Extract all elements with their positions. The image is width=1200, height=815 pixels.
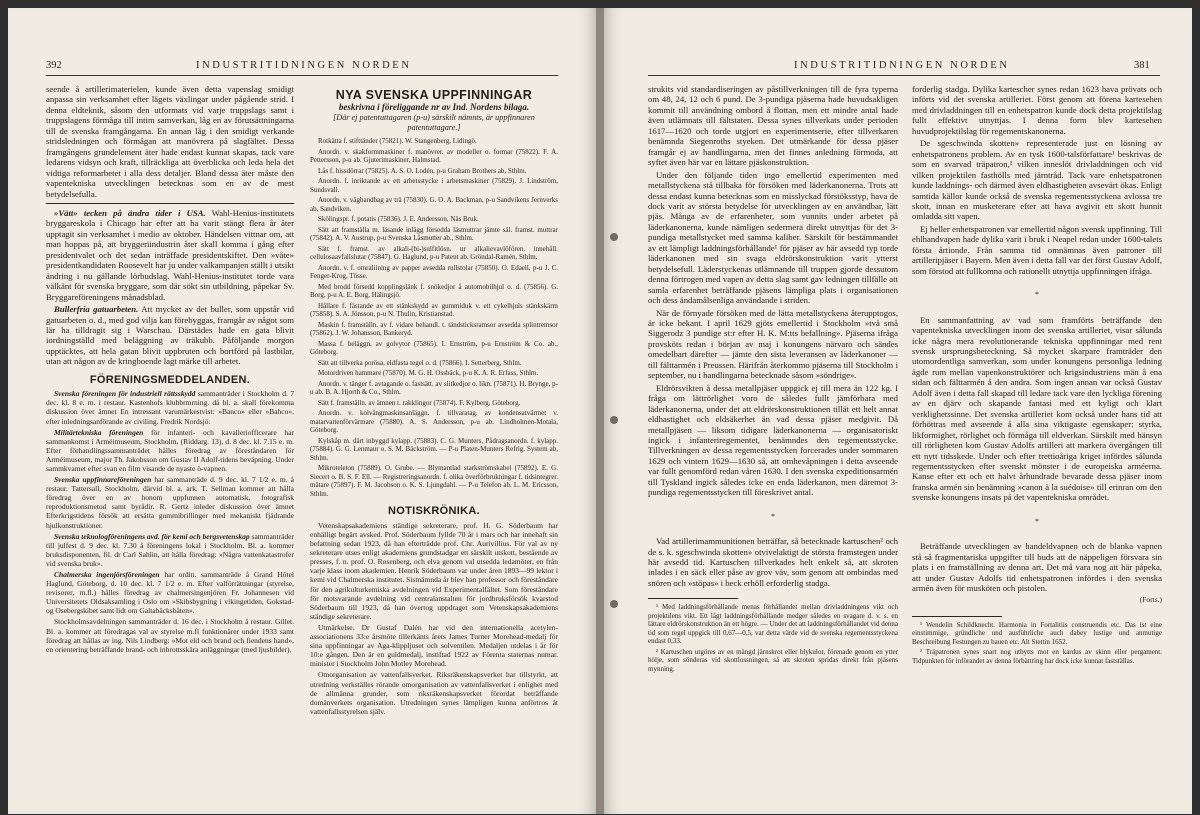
notis-2: Utmärkelse. Dr Gustaf Dalén har vid den internationella acetylen-associationens 33:e årsmöte tillerkänts årets James Turner Morehead-medalj för sina uppfinningar av Aga-klippljuset och solventilen. Medaljen utdelas i år för 10:e gången. Den är en guldmedalj, instiftad 1922 av Förenta staternas numar. minister i Stockholm John Motley Morehead. bbox=[310, 622, 558, 669]
text-block: Under den följande tiden ingo emellertid experimenten med metallstyckena stå tillbaka för försöken med läderkanonerna. Trots att dessa endast kunna betecknas som en misslyckad förstöksstyp, hava de dock varit av största betydelse för utvecklingen av en användbar, lätt pjäs. Många av de erfarenheter, som vunnits under arbetet på läderkanonerna, kunde nämligen sedermera direkt utnyttjas för det 3-pundiga metallstycket med samma kaliber. Särskilt för bestämmandet av ett lämpligt laddningsförhållande¹ för pjäser av här avsedd typ torde läderkanonen med sin svaga eldrörskonstruktion varit ytterst betydelsefull. Läderstyckenas utlämnande till truppen gjorde dessutom denna förtrogen med vapen av detta slag samt gav ledningen tillfälle att samla erfarenhet beträffande pjäsens lämpliga plats i organisationen och dess ändamålsenliga användande i striden. bbox=[648, 169, 898, 306]
foreningsmeddelanden-heading: FÖRENINGSMEDDELANDEN. bbox=[89, 373, 251, 386]
notice-text-4: sammanträder till julfest d. 9 dec. kl. 7.30 å föreningens lokal i Stockholm. Bl. a. kommer bruksdisponenten, fil. dr Carl Sahlin, att hålla föredrag: »Några vattenkatastrofer vid svenska bruk». bbox=[46, 531, 294, 568]
invention-entry: Hållare f. fästande av ett stänkskydd av gummiduk v. ett cykelhjuls stänkskärm (75858). S. A. Jönsson, p-u N. Thulin, Kristianstad. bbox=[310, 301, 558, 319]
left-page-number: 392 bbox=[46, 60, 62, 71]
right-header-rule bbox=[648, 75, 1160, 76]
notice-text-3: har sammanträde d. 9 dec. kl. 7 1/2 e. m. å restaur. Tattersall, Stockholm, därvid bl. a. ark. T. Sellman kommer att hålla föredrag över en av honom uppfunnen automatisk, fotografisk reproduktionsmetod samt byrådir. R. Gertz inleder diskussion över ämnet Efterkrigstidens försök att ersätta gummibrillinger med mekaniskt fjädrande hjulkonstruktioner. bbox=[46, 475, 294, 530]
text-block: strukits vid standardiseringen av påstillverkningen till de fyra typerna om 48, 24, 12 och 6 pund. De 3-pundiga pjäserna hade huvudsakligen kommit till användning ombord å flottan, men ett mindre antal hade även utlämnats till fältstaten. Dessa synes tillverkats under perioden 1617—1620 och torde utgjort en experimentserie, efter tillverkaren benämnda Siegenroths styeken. Det utmärkande för dessa pjäser framgår ej av handlingarna, men det finnes anledning förmoda, att syftet även här var en lättare pjäskonstruktion. bbox=[648, 84, 898, 168]
notice-text-6: Stockholmsavdelningen sammanträder d. 16 dec. i Stockholm å restaur. Gillet. Bl. a. kommer att föredragas val av styrelse m.fl funktionärer under 1933 samt föredrag att hållas av ing. Nils Lindberg: »Mot eld och brand och fiendens hand», en orientering beträffande brand- och inbrottsskära anläggningar (med ljusbilder). bbox=[46, 617, 294, 654]
notice-text-1: sammanträder i Stockholm d. 7 dec. kl. 8 e. m. i restaur. Kastenhofs klubbrmrning. då bl. a. skall förekomma diskussion över ämnet En intressant varumärkestvist: »Banco» eller »Bahco», efter inledningsanförande av civiling. Fredrik Nordsjö. bbox=[46, 389, 294, 426]
news-title-buller: Bullerfria gatuarbeten. bbox=[54, 304, 139, 315]
separator bbox=[46, 203, 294, 204]
invention-entry: Kylskåp m. därt inbyggd kylapp. (75883). C. G. Munters, Pådragsanordn. f. kylapp. (75884). G. G. Lenmaur o. S. M. Bäckström. — P-u Platen-Munters Refrig. System ab, Sthlm. bbox=[310, 436, 558, 462]
invention-entry: Anordn. f. inriktande av ett arbetsstycke i arbetsmaskiner (75829). J. Lindström, Sundsvall. bbox=[310, 177, 558, 194]
left-page bbox=[8, 8, 596, 814]
section-divider: * bbox=[771, 511, 775, 521]
notice-title-5: Chalmerska ingenjörsföreningen bbox=[54, 570, 160, 580]
text-block: En sammanfattning av vad som framförts beträffande den vapentekniska utvecklingen inom det svenska artilleriet, visar sålunda icke några mera revolutionerande tekniska uppfinningar med rent svensk ursprungsbeteckning. Så mycket skarpare framträder den utomordentliga samverkan, som under konungens personliga ledning ägde rum mellan vapenkonstruktörer och krigsindustriens män å ena sidan och fälttarmén å den andra. Som ingen annan var också Gustav Adolf även i detta fall skapad till ledare tack vare den lyckliga förening av en djärv och skapande fantasi med ett kyligt och klart verklighetssinne. Det svenska artilleriet kom också under hans tid att förhöttras med avseende å alla sina viktigaste egenskaper: styrka, likformighet, rörlighet och förmåga till eldverkan. Särskilt med hänsyn till rörligheten kom Gustav Adolfs artilleri att markera övergången till ett nytt tidsskede. Under och efter trettioåriga kriget infördes sålunda regementsstycken efter svenskt mönster i de europeiska arméerna. Kanse efter ett och ett halvt århundrade bevarade dessa pjäser inom franska armén sin benämning »canon à la suédoise» till erinran om den svenske konungens insats på det vapentekniska området. bbox=[912, 314, 1162, 503]
text-block: De sgeschwinda skotten» representerade just en lösning av enhetspatronens problem. Av en tysk 1600-talsförfattare¹ beskrivas de som en svarvad träpatron,² vilken inneslöt drivladdningen och vid vilken projektilen fasthölls med järntråd. Tack vare enhetspatronen kunde laddnings- och därmed även eldhastigheten avsevärt ökas. Enligt samtida källor kunde också de svenska regementsstyckena avlossa tre skott, innan en musketerare efter att hava avgivit ett skott hunnit omladda sitt vapen. bbox=[912, 138, 1162, 222]
invention-entry: Med brodd försedd kopplingslänk f. snökedjor å automobilhjul o. d. (75856). G. Borg, p-u A. E. Borg, Hälingsjö. bbox=[310, 282, 558, 300]
footnote-rule bbox=[648, 598, 738, 599]
notice-title-4: Svenska teknologföreningens avd. för kemi och bergsvetenskap bbox=[54, 531, 250, 541]
text-block: Ej heller enhetspatronen var emellertid någon svensk uppfinning. Till ehlhandvapen hade dylika varit i bruk i Neapel redan under 1600-talets första årtionde. Från samma tid omnämnas även patroner till artilleripjäser i Bayern. Men även i detta fall var det först Gustav Adolf, som förstod att fullkomna och rationellt utnyttja uppfinningen ifråga. bbox=[912, 223, 1162, 276]
notice-title-3: Svenska uppfinnareföreningen bbox=[54, 475, 152, 485]
notis-1: Vetenskapsakademiens ständige sekreterare, prof. H. G. Söderbaum har enhälligt begärt avsked. Prof. Söderbaum fyllde 70 år i mars och har innehaft sin befattning sedan 1923, då han efterträdde prof. Chr. Aurivillius. För val av ny sekreterare utses enligt akademiens grundstadgar ett särskilt utskott, bestående av presses, f. n. prof. O. Rosenberg, och elva genom val utsedda ledamöter, en från varje klass inom akademien. Henrik Söderbaum var under åren 1893—99 lektor i kemi vid Chalmerska institutet. Sistnämnda år blev han professor och föreståndare för den agrikulturkemiska avdelningen vid Experimentalfältet. Som föreståndare för motsvarande avdelning vid centralanstalten för jordbruksförsök kvarstod Söderbaum till 1923, då han övertog uppdraget som Vetenskapsakademiens ständige sekreterare. bbox=[310, 520, 558, 621]
inventions-heading: NYA SVENSKA UPPFINNINGAR bbox=[335, 88, 533, 102]
invention-entry: Maskin f. framställn. av f. vidare behandl. t. tändsticksramsor avsedda splintremsor (75862). J. W. Johansson, Bankeryd. bbox=[310, 320, 558, 338]
invention-entry: Lås f. hissdörrar (75825). A. S. O. Lodén, p-u Graham Brothers ab, Sthlm. bbox=[318, 166, 527, 175]
notice-title-1: Svenska föreningen för industriell rättsskydd bbox=[54, 389, 196, 399]
notiskronika-heading: NOTISKRÖNIKA. bbox=[388, 505, 480, 518]
notice-text-5: har ordin. sammanträde å Grand Hôtel Haglund, Göteborg, d. 10 dec. kl. 7 1/2 e. m. Efter valförrättningar (styrelse, revisorer, m.fl.) hålles föredrag av chalmersingenjören Fr. Johannesen vid Universitetets Oldsaksamling i Oslo om »Skibsbygning i vikingetiden, Gokstad- og Osebergskibet samt lidt om Galtabäcksbåten». bbox=[46, 570, 294, 616]
inventions-list bbox=[310, 137, 558, 498]
invention-entry: Anordn. v. skakformmaskiner f. manövrer. av modeller o. formar (75822). F. A. Pettersson, p-u ab. Gjuterimaskiner, Halmstad. bbox=[310, 147, 558, 165]
section-divider: * bbox=[1035, 290, 1039, 300]
inventions-note: [Där ej patentuttagaren (p-u) särskilt nämnts, är uppfinnaren patentuttagare.] bbox=[333, 113, 535, 133]
invention-entry: Mikroteleton (75889). O. Grube. — Blymantlad starkströmskabel (75892). E. G. Siecert o. B. S. F. Ell. — Registreringsanordn. f. olika överförbrukningar f. tidsintegrer. mätare (75897). F. M. Jacobson o. K. S. Ljungdahl. — P-u Telefon ab. L. M. Ericsson, Sthlm. bbox=[310, 464, 558, 498]
footnote: ¹ Med laddningsförhållande menas förhållandet mellan drivladdningens vikt och projektilens vikt. Ett lågt laddningsförhållande medger således en svagare d. v. s. en lättare eldrörskonstruktion än ett högre. — Under det att laddningsförhållandet vid denna tid som regel uppgick till 0,67—0,5, var detta värde vid de svenska regementsstyckena endast 0,33. bbox=[648, 603, 898, 646]
binding-hole-icon bbox=[610, 600, 618, 608]
invention-entry: Sätt f. framst. av alkali-(bi-)sulfitlösn. ur alkalievavlöfören. innehåll. cellulosaavfallslutar (75847). G. Haglund, p-u Patent ab. Gröndal-Ramén, Sthlm. bbox=[310, 244, 558, 262]
right-column-1 bbox=[648, 84, 898, 804]
footnote-rule bbox=[912, 616, 1002, 617]
right-running-head: INDUSTRITIDNINGEN NORDEN bbox=[794, 60, 1010, 71]
news-title-vatt: »Vätt» tecken på ändra tider i USA. bbox=[54, 207, 206, 218]
inventions-subheading: beskrivna i föreliggande nr av Ind. Nordens bilaga. bbox=[338, 102, 530, 113]
section-divider: * bbox=[1035, 516, 1039, 526]
left-running-head: INDUSTRITIDNINGEN NORDEN bbox=[196, 60, 412, 71]
invention-entry: Sätt f. framställn. av ämnen t. rakklingor (75874). F. Kylberg, Göteborg. bbox=[318, 398, 521, 407]
binding-hole-icon bbox=[610, 416, 618, 424]
left-column-1 bbox=[46, 84, 294, 804]
left-column-2 bbox=[310, 84, 558, 804]
invention-entry: Rotkätta f. stifttänder (75821). W. Stangenberg, Lidingö. bbox=[318, 137, 477, 146]
right-page-number: 381 bbox=[1134, 60, 1150, 71]
book-gutter bbox=[596, 8, 604, 814]
right-page bbox=[604, 8, 1192, 814]
invention-entry: Sätt att framställa m. läsande inlägg försedda läsmuttrar jämte säl. framst. muttrar (75842). A. V. Austrup, p-u Svenska Låsmutter ab., Sthlm. bbox=[310, 225, 558, 243]
left-header-rule bbox=[46, 75, 558, 76]
notice-text-2: för infanteri- och kavalleriofficerare har sammankomst i Arméimuseum, Stockholm, (Riddarg. 13), d. 8 dec. kl. 7.15 e. m. Efter förhandlingssammanträdet hålles föredrag av föreståndaren för Arméimuseum, major Th. Jakobsson om Gustav II Adolf-tidens beväpning. Under sammkvamet efter svan en film visande de nyaste ö-vapnen. bbox=[46, 427, 294, 473]
invention-entry: Sätt att tillverka porösa, eldfasta tegel o. d. (75866). I. Setterberg, Sthlm. bbox=[318, 358, 522, 367]
text-block: Eldrörsvikten å dessa metallpjäser uppgick ej till mera än 122 kg. I fråga om lättrörlighet voro de således fullt jämförbara med läderkanonerna, under det att eldrörskonstruktionen tillät ett helt annat eldhastighet och eldsäkerhet än vad dessa pjäser medgivit. Då metallpjäsen — liksom tidigare läderkanonerna — organisatoriskt ingick i infanteriregementet, benämndes den regementsstycke. Tillverkningen av dessa regementsstycken forcerades under sommaren 1629 och vintern 1629—1630 så, att omhevåpningen i detta avseende var fullt genomförd redan våren 1630. I den svenska expeditionsarmén till Tyskland ingick således icke en enda läderkanon, men däremot 3-pundiga regementsstycken till föreskrivet antal. bbox=[648, 382, 898, 498]
news-text-buller: Att mycket av det buller, som uppstår vid gatuarbeten o. d., med god vilja kan förebyggas, framgår av något som lär ha tilldragit sig i Warschau. Därstädes hade en gata blivit iordningställd med beläggning av träkubb. Påföljande morgon upptäcktes, att hela gatan blivit uppbruten och bortförd på lastbilar, utan att någon av de kringboende lagt märke till arbetet. bbox=[46, 304, 294, 367]
continued-sign: (Forts.) bbox=[1139, 595, 1162, 605]
footnote: ² Träpatronen synes snart nog utbytts mot en kardus av skinn eller pergament. Tidpunkten för införandet av denna förbättring har dock icke kunnat fastställas. bbox=[912, 648, 1162, 665]
footnote: ¹ Wendelin Schildknecht. Harmonia in Fortalitiis construendis etc. Das ist eine einstimmige, gründliche und ausführliche auch dabey lustige und anmutige Beschreibung Festungen zu bauen etc. Alt Stettin 1652. bbox=[912, 620, 1162, 646]
book-spread bbox=[8, 8, 1192, 814]
text-block: forderlig stadga. Dylika kartescher synes redan 1623 hava prövats och införts vid det svenska artilleriet. Först genom att förena kartesehen med drivladdningen till en enhetspatron kunde dock detta projektilslag fullt effektivt utnyttjas. I denna form blev kartesehen huvudprojektilslag för regementskanonerna. bbox=[912, 84, 1162, 136]
article-continuation: seende å artillerimaterielen, kunde även detta vapenslag smidigt anpassa sin verksamhet efter lägets växlingar under pågående strid. I denna eldteknik, såsom den utformats vid varje truppslags samt i truppslagens förmåga till intim samverkan, låg en av förutsättningarna till de svenska framgångarna. En annan låg i den smidigt verkande stridsledningen och förmågan att manövrera på slagfältet. Dessa framgångens grundelement äter hade endast kunnat skapas, tack vare ledarens vidsyn och kraft, tillräckliga att överblicka och leda hela det vidtiga reformarbetet i alla dess detaljer. Bland dessa äter måste den vapentekniska utvecklingen betecknas som en av de mest betydelsefulla. bbox=[46, 84, 294, 199]
news-text-vatt: Wahl-Henius-institutets bryggareskola i Chicago har efter att ha varit stängt flera år åter upptagit sin verksamhet i medio av oktober. Händelsen vittnar om, att man hoppas på, att bryggeriindustrin åter skall komma i gång efter presidentvalet och det sedan inträffade presidentskiftet. Den »våte» presidentkandidaten Roosevelt har ju under valkampanjen ställt i utsikt ändring i nu gällande lörbudslag. Wahl-Henius-institutet torde vara välkänt för svenska bryggare, som där sökt sin utbildning, påpekar Sv. Bryggareföreningens månadsblad. bbox=[46, 207, 294, 302]
footnote: ² Kartuschen utgöres av en mängd järnskrot eller blykulor, förenade genom en ytter hölje, som sönderas vid skottlossningen, så att skroten spridas direkt från pjäsens mynning. bbox=[648, 647, 898, 673]
binding-hole-icon bbox=[610, 233, 618, 241]
right-column-2 bbox=[912, 84, 1162, 804]
text-block: Vad artillerimammunitionen beträffar, så betecknade kartuschen² och de s. k. sgeschwinda skotten» otvivelaktigt de största framstegen under här avsedd tid. Kartuschen tillverkades helt enkelt så, att skroten inlades i en säck eller påse av grov väv, som genom att ombindas med snören och »stöpas» i beck erhöll erforderlig stadga. bbox=[648, 536, 898, 588]
invention-entry: Skölingspr. f. potatis (75836). J. E. Andersson, Näs Bruk. bbox=[318, 215, 479, 224]
invention-entry: Motordriven hammare (75870). M. G. H. Ossbäck, p-u K. A. R. Erfass, Sthlm. bbox=[318, 369, 539, 378]
notis-3: Omorganisation av vattenfallsverket. Riksräkenskapsverket har tillstyrkt, att utredning verkställes rörande omorganisation av vattenfallsverket i enlighet med de allmänna grunder, som riksräkenskapsverket förordat beträffande domänverkets organisation. Utredningen synes lämpligen kunna anförtros åt vattenfallsstyrelsen själv. bbox=[310, 670, 558, 716]
invention-entry: Anordn. v. tänger f. avtagande o. fastsätt. av slitkedjor o. likn. (75871). H. Brynge, p-u ab. B. A. Hjorth & Co., Sthlm. bbox=[310, 379, 558, 397]
invention-entry: Anordn. v. kolvångmaskinsanläggn. f. tillvaratag. av kondensatvärmet v. matarvattenförvärmare (75880). A. S. Andersson, p-u ab. Lindholmen-Motala, Göteborg. bbox=[310, 409, 558, 435]
invention-entry: Anordn. v. f. omraliining av papper avsedda rullstolar (75850). O. Edaell, p-u J. C. Fenger-Krog, Tösse. bbox=[310, 263, 558, 281]
notice-title-2: Militärtekniska föreningen bbox=[54, 427, 144, 437]
text-block: När de förnyade försöken med de lätta metallstyckena återupptogos, är icke bekant. I april 1629 gjöts emellertid i Stockholm »två små Siggerodz 3 pundige st:r efter H. K. M:tts befallning». Pjäserna ifråga provsköts redan i början av maj i konungens närvaro och sändes omedelbart därefter — jämte den sista leveransen av läderkanoner — till fälttarmén i Preussen. Härifrån återkommo pjäserna till Stockholm i september, nu i handlingarna betecknade såsom »söndrige». bbox=[648, 307, 898, 381]
invention-entry: Massa f. beläggn. av golvytor (75865). I. Ernström, p-u Ernström & Co. ab., Göteborg. bbox=[310, 339, 558, 357]
invention-entry: Anordn. v. vägbandbag av trä (75830). G. O. A. Backman, p-u Sandvikens Jernverks ab, Sandviken. bbox=[310, 196, 558, 213]
text-block: Beträffande utvecklingen av handeldvapnen och de blanka vapnen stå så fragmentariska uppgifter till buds att de näppeligen försvara sin plats i en framställning av denna art. Det må vara nog att här påpeka, att under Gustav Adolfs tid enhetspatronen infördes i den svenska armén även för musköten och pistolen. bbox=[912, 541, 1162, 594]
